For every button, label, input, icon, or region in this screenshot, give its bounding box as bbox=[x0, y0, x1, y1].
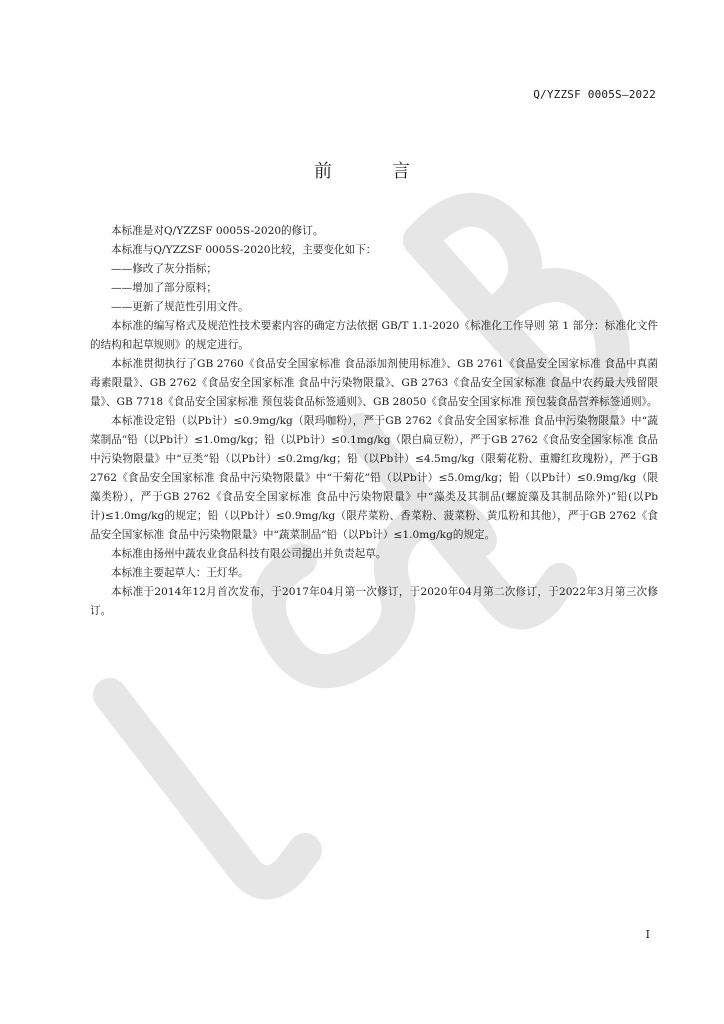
paragraph: 本标准与Q/YZZSF 0005S-2020比较，主要变化如下： bbox=[111, 244, 377, 256]
paragraph: 本标准于2014年12月首次发布，于2017年04月第一次修订，于2020年04月第二次修订，于2022年3月第三次修订。 bbox=[90, 586, 658, 617]
paragraph: 本标准的编写格式及规范性技术要素内容的确定方法依据 GB/T 1.1-2020《标准化工作导则 第 1 部分：标准化文件的结构和起草规则》的规定进行。 bbox=[90, 320, 658, 351]
title-char-2: 言 bbox=[392, 161, 410, 182]
title-char-1: 前 bbox=[314, 161, 332, 182]
change-item: ——修改了灰分指标； bbox=[111, 263, 217, 275]
page-number: I bbox=[645, 928, 650, 941]
paragraph: 本标准是对Q/YZZSF 0005S-2020的修订。 bbox=[111, 225, 324, 237]
paragraph: 本标准贯彻执行了GB 2760《食品安全国家标准 食品添加剂使用标准》、GB 2761《食品安全国家标准 食品中真菌毒素限量》、GB 2762《食品安全国家标准 食品中污染物限量》、GB 2763《食品安全国家标准 食品中农药最大残留限量》、GB 7718《食品安全国家标准 预包装食品标签通则》、GB 28050《食品安全国家标准 预包装食品营养标签通则》。 bbox=[90, 358, 658, 408]
document-code: Q/YZZSF 0005S—2022 bbox=[533, 88, 656, 101]
foreword-body bbox=[90, 222, 658, 621]
change-item: ——更新了规范性引用文件。 bbox=[111, 301, 249, 313]
change-item: ——增加了部分原料； bbox=[111, 282, 217, 294]
page-title bbox=[0, 157, 724, 183]
paragraph: 本标准主要起草人：王灯华。 bbox=[111, 567, 249, 579]
paragraph: 本标准由扬州中蔬农业食品科技有限公司提出并负责起草。 bbox=[111, 548, 387, 560]
paragraph: 本标准设定铅（以Pb计）≤0.9mg/kg（限玛咖粉），严于GB 2762《食品安全国家标准 食品中污染物限量》中“蔬菜制品”铅（以Pb计）≤1.0mg/kg；铅（以Pb计）≤0.1mg/kg（限白扁豆粉），严于GB 2762《食品安全国家标准 食品中污染物限量》中“豆类”铅（以Pb计）≤0.2mg/kg；铅（以Pb计）≤4.5mg/kg（限菊花粉、重瓣红玫瑰粉），严于GB 2762《食品安全国家标准 食品中污染物限量》中“干菊花”铅（以Pb计）≤5.0mg/kg；铅（以Pb计）≤0.9mg/kg（限藻类粉），严于GB 2762《食品安全国家标准 食品中污染物限量》中“藻类及其制品(螺旋藻及其制品除外)”铅(以Pb计)≤1.0mg/kg的规定；铅（以Pb计）≤0.9mg/kg（限芹菜粉、香菜粉、菠菜粉、黄瓜粉和其他），严于GB 2762《食品安全国家标准 食品中污染物限量》中“蔬菜制品”铅（以Pb计）≤1.0mg/kg的规定。 bbox=[90, 415, 658, 541]
